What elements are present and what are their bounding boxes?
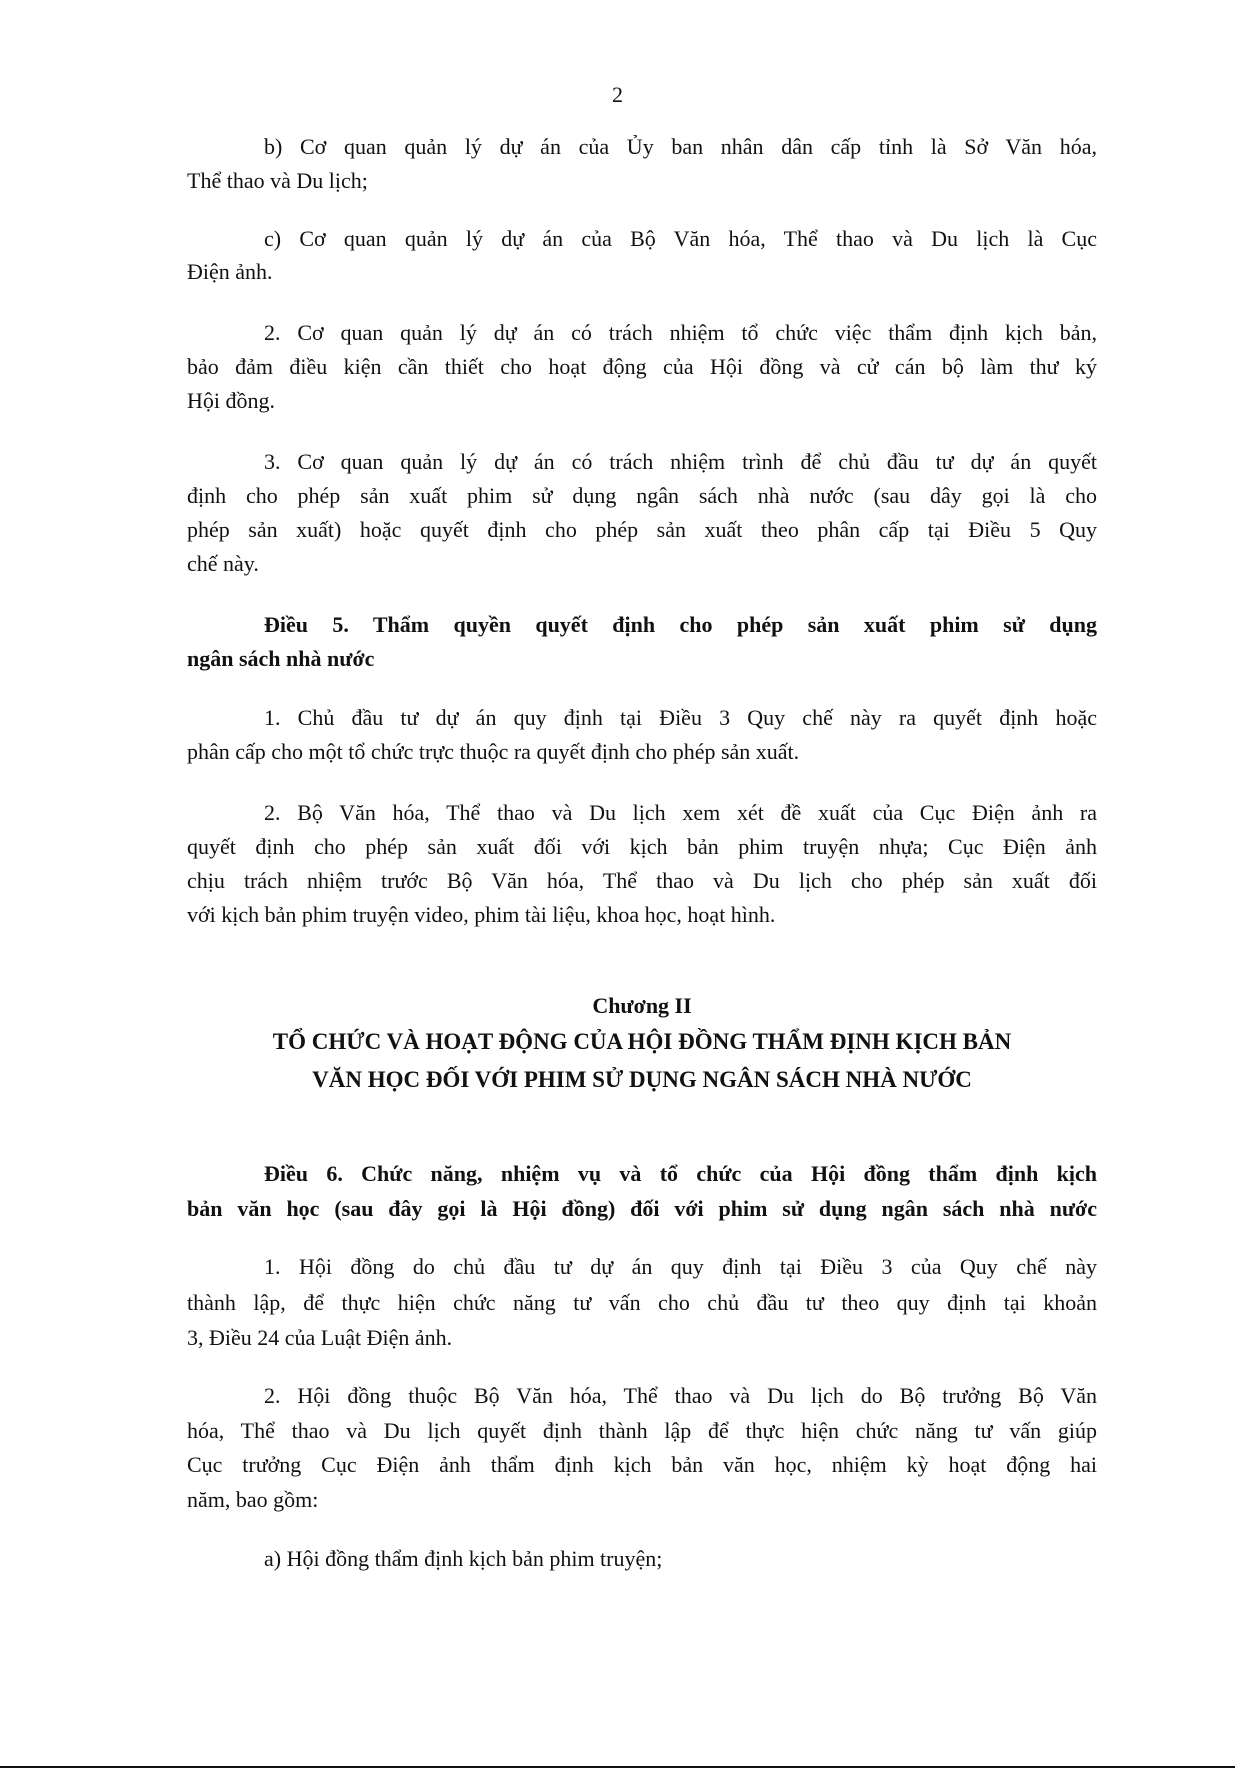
text-line: a) Hội đồng thẩm định kịch bản phim truyện; bbox=[264, 1546, 663, 1571]
text-line: phép sản xuất) hoặc quyết định cho phép sản xuất theo phân cấp tại Điều 5 Quy bbox=[187, 517, 1097, 542]
text-line: năm, bao gồm: bbox=[187, 1487, 319, 1512]
text-line: c) Cơ quan quản lý dự án của Bộ Văn hóa, Thể thao và Du lịch là Cục bbox=[264, 226, 1097, 251]
text-line: với kịch bản phim truyện video, phim tài liệu, khoa học, hoạt hình. bbox=[187, 902, 776, 927]
heading-line: ngân sách nhà nước bbox=[187, 646, 375, 671]
text-line: 2. Hội đồng thuộc Bộ Văn hóa, Thể thao và Du lịch do Bộ trưởng Bộ Văn bbox=[264, 1383, 1097, 1408]
chapter-title: VĂN HỌC ĐỐI VỚI PHIM SỬ DỤNG NGÂN SÁCH NHÀ NƯỚC bbox=[312, 1067, 972, 1092]
text-line: 1. Chủ đầu tư dự án quy định tại Điều 3 Quy chế này ra quyết định hoặc bbox=[264, 705, 1097, 730]
text-line: hóa, Thể thao và Du lịch quyết định thành lập để thực hiện chức năng tư vấn giúp bbox=[187, 1418, 1097, 1443]
text-line: Điện ảnh. bbox=[187, 259, 273, 284]
text-line: thành lập, để thực hiện chức năng tư vấn cho chủ đầu tư theo quy định tại khoản bbox=[187, 1290, 1097, 1315]
page-bottom-border bbox=[0, 1766, 1235, 1768]
text-line: phân cấp cho một tổ chức trực thuộc ra quyết định cho phép sản xuất. bbox=[187, 739, 800, 764]
chapter-number: Chương II bbox=[592, 993, 692, 1018]
text-line: quyết định cho phép sản xuất đối với kịch bản phim truyện nhựa; Cục Điện ảnh bbox=[187, 834, 1097, 859]
text-line: bảo đảm điều kiện cần thiết cho hoạt động của Hội đồng và cử cán bộ làm thư ký bbox=[187, 354, 1097, 379]
heading-line: Điều 5. Thẩm quyền quyết định cho phép sản xuất phim sử dụng bbox=[264, 612, 1097, 637]
heading-line: Điều 6. Chức năng, nhiệm vụ và tổ chức của Hội đồng thẩm định kịch bbox=[264, 1161, 1097, 1186]
text-line: 3, Điều 24 của Luật Điện ảnh. bbox=[187, 1325, 453, 1350]
text-line: chịu trách nhiệm trước Bộ Văn hóa, Thể thao và Du lịch cho phép sản xuất đối bbox=[187, 868, 1097, 893]
text-line: 3. Cơ quan quản lý dự án có trách nhiệm trình để chủ đầu tư dự án quyết bbox=[264, 449, 1097, 474]
text-line: chế này. bbox=[187, 551, 259, 576]
text-line: 1. Hội đồng do chủ đầu tư dự án quy định tại Điều 3 của Quy chế này bbox=[264, 1254, 1097, 1279]
chapter-title: TỔ CHỨC VÀ HOẠT ĐỘNG CỦA HỘI ĐỒNG THẨM ĐỊNH KỊCH BẢN bbox=[272, 1029, 1012, 1054]
text-line: Thể thao và Du lịch; bbox=[187, 168, 368, 193]
heading-line: bản văn học (sau đây gọi là Hội đồng) đối với phim sử dụng ngân sách nhà nước bbox=[187, 1196, 1097, 1221]
text-line: định cho phép sản xuất phim sử dụng ngân sách nhà nước (sau dây gọi là cho bbox=[187, 483, 1097, 508]
page-number: 2 bbox=[612, 82, 623, 107]
text-line: 2. Bộ Văn hóa, Thể thao và Du lịch xem xét đề xuất của Cục Điện ảnh ra bbox=[264, 800, 1097, 825]
text-line: b) Cơ quan quản lý dự án của Ủy ban nhân dân cấp tỉnh là Sở Văn hóa, bbox=[264, 134, 1097, 159]
text-line: 2. Cơ quan quản lý dự án có trách nhiệm tổ chức việc thẩm định kịch bản, bbox=[264, 320, 1097, 345]
text-line: Hội đồng. bbox=[187, 388, 275, 413]
text-line: Cục trưởng Cục Điện ảnh thẩm định kịch bản văn học, nhiệm kỳ hoạt động hai bbox=[187, 1452, 1097, 1477]
